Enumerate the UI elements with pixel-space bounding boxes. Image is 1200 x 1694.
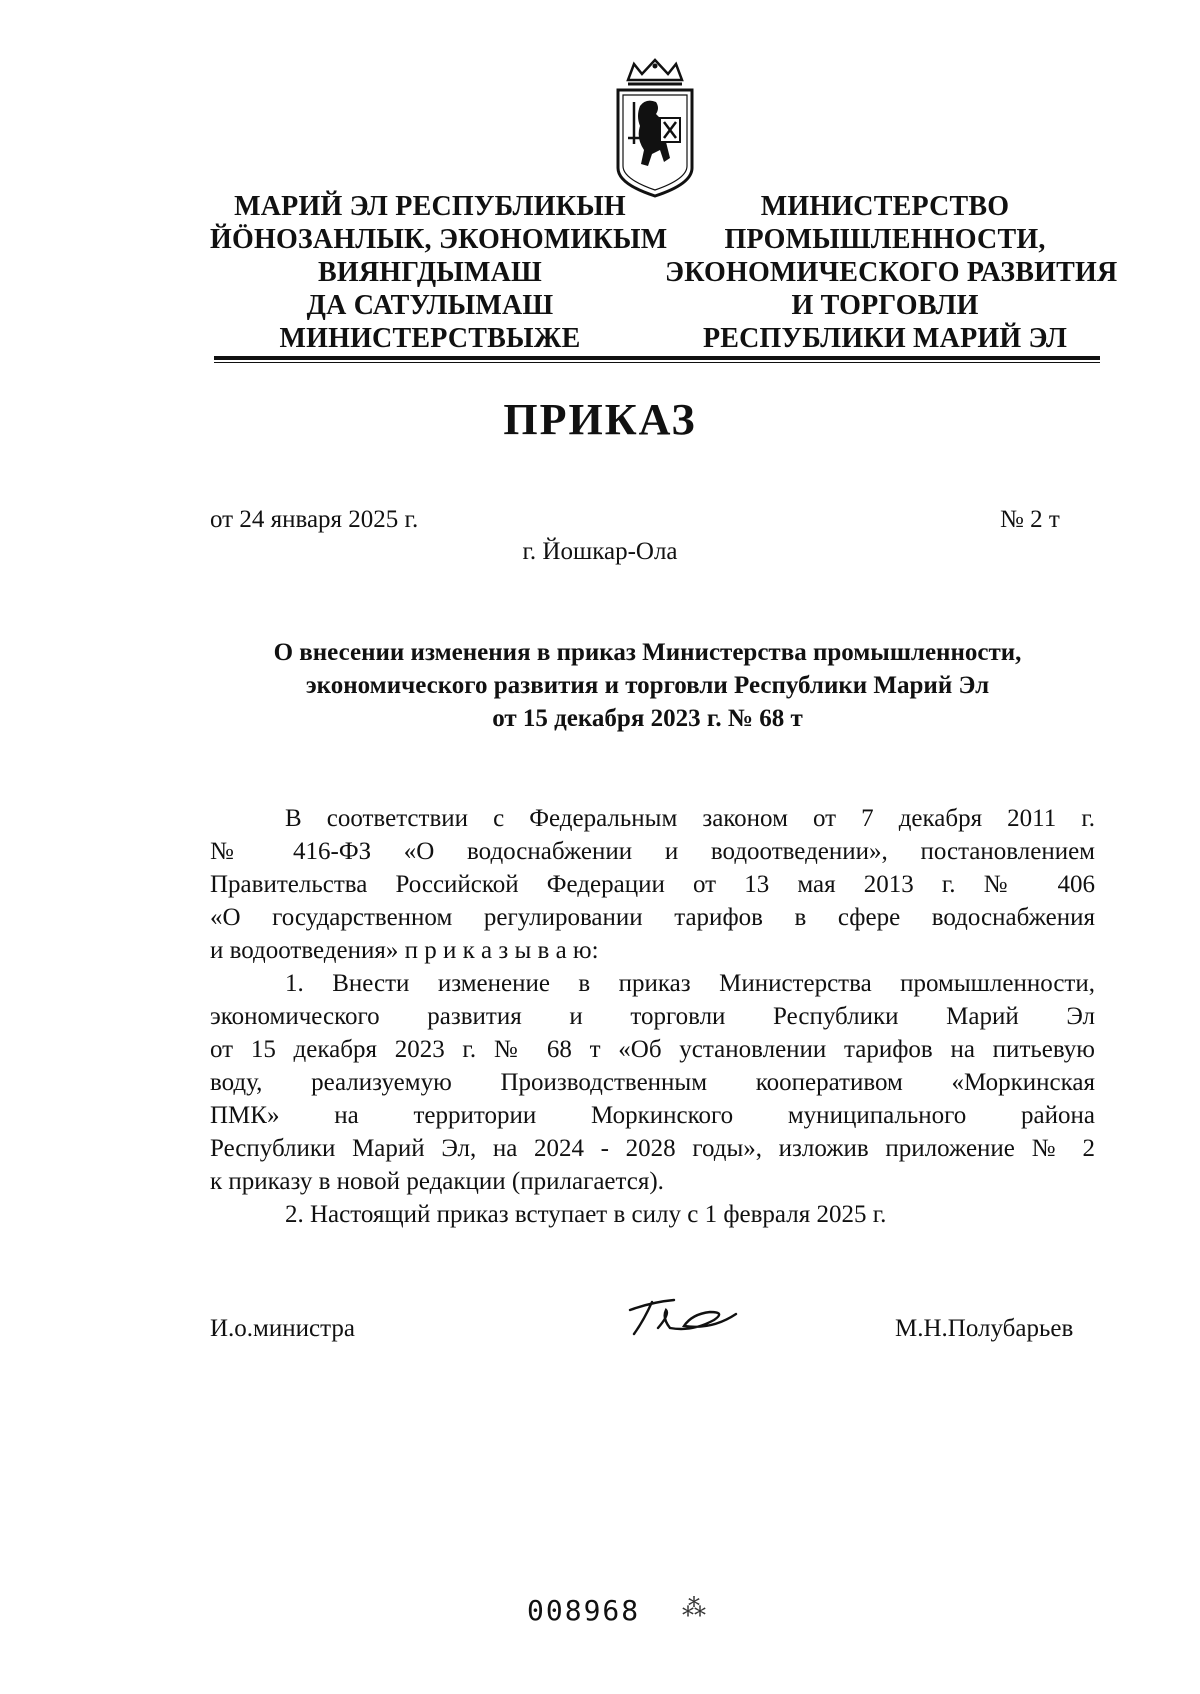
header-left-line: МАРИЙ ЭЛ РЕСПУБЛИКЫН [234,191,626,222]
document-body [210,802,1095,1232]
header-divider-thin [214,362,1100,363]
body-line: экономического развития и торговли Республики Марий Эл [210,1003,1095,1030]
header-left-line: ВИЯНГДЫМАШ [318,257,542,288]
document-subject [200,636,1095,735]
document-number: № 2 т [1000,506,1060,533]
header-divider-thick [214,356,1100,360]
signatory-name: М.Н.Полубарьев [895,1315,1074,1342]
body-line: «О государственном регулировании тарифов в сфере водоснабжения [210,904,1095,931]
signatory-role: И.о.министра [210,1315,355,1342]
body-line: ПМК» на территории Моркинского муниципального района [210,1102,1095,1129]
body-line: В соответствии с Федеральным законом от 7 декабря 2011 г. [285,805,1095,832]
subject-line: экономического развития и торговли Республики Марий Эл [305,672,990,699]
header-right-line: ЭКОНОМИЧЕСКОГО РАЗВИТИЯ [665,257,1118,288]
serial-mark-icon: ⁂ [682,1596,706,1622]
body-line: № 416-ФЗ «О водоснабжении и водоотведении», постановлением [210,838,1095,865]
header-left-line: МИНИСТЕРСТВЫЖЕ [279,323,581,354]
body-line: воду, реализуемую Производственным кооперативом «Моркинская [210,1069,1095,1096]
body-line: от 15 декабря 2023 г. № 68 т «Об установлении тарифов на питьевую [210,1036,1095,1063]
header-right-line: ПРОМЫШЛЕННОСТИ, [724,224,1046,255]
body-line: Правительства Российской Федерации от 13 мая 2013 г. № 406 [210,871,1095,898]
header-left-line: ДА САТУЛЫМАШ [306,290,554,321]
document-date: от 24 января 2025 г. [210,506,419,533]
serial-number: 008968 [527,1594,641,1627]
header-right-block [665,190,1118,355]
handwritten-signature [622,1288,742,1340]
coat-of-arms-emblem [610,58,700,200]
header-right-line: РЕСПУБЛИКИ МАРИЙ ЭЛ [702,323,1068,354]
body-line: и водоотведения» п р и к а з ы в а ю: [210,937,599,964]
header-left-line: ЙӦНОЗАНЛЫК, ЭКОНОМИКЫМ [210,224,668,255]
header-right-line: И ТОРГОВЛИ [791,290,979,321]
document-title: ПРИКАЗ [503,395,697,444]
header-left-block [210,190,668,355]
subject-line: от 15 декабря 2023 г. № 68 т [492,705,803,732]
body-line: 1. Внести изменение в приказ Министерства промышленности, [285,970,1095,997]
document-city: г. Йошкар-Ола [522,538,678,565]
subject-line: О внесении изменения в приказ Министерства промышленности, [273,639,1022,666]
body-line: Республики Марий Эл, на 2024 - 2028 годы», изложив приложение № 2 [210,1135,1095,1162]
body-line: 2. Настоящий приказ вступает в силу с 1 февраля 2025 г. [285,1201,887,1228]
header-right-line: МИНИСТЕРСТВО [760,191,1010,222]
body-line: к приказу в новой редакции (прилагается). [210,1168,664,1195]
